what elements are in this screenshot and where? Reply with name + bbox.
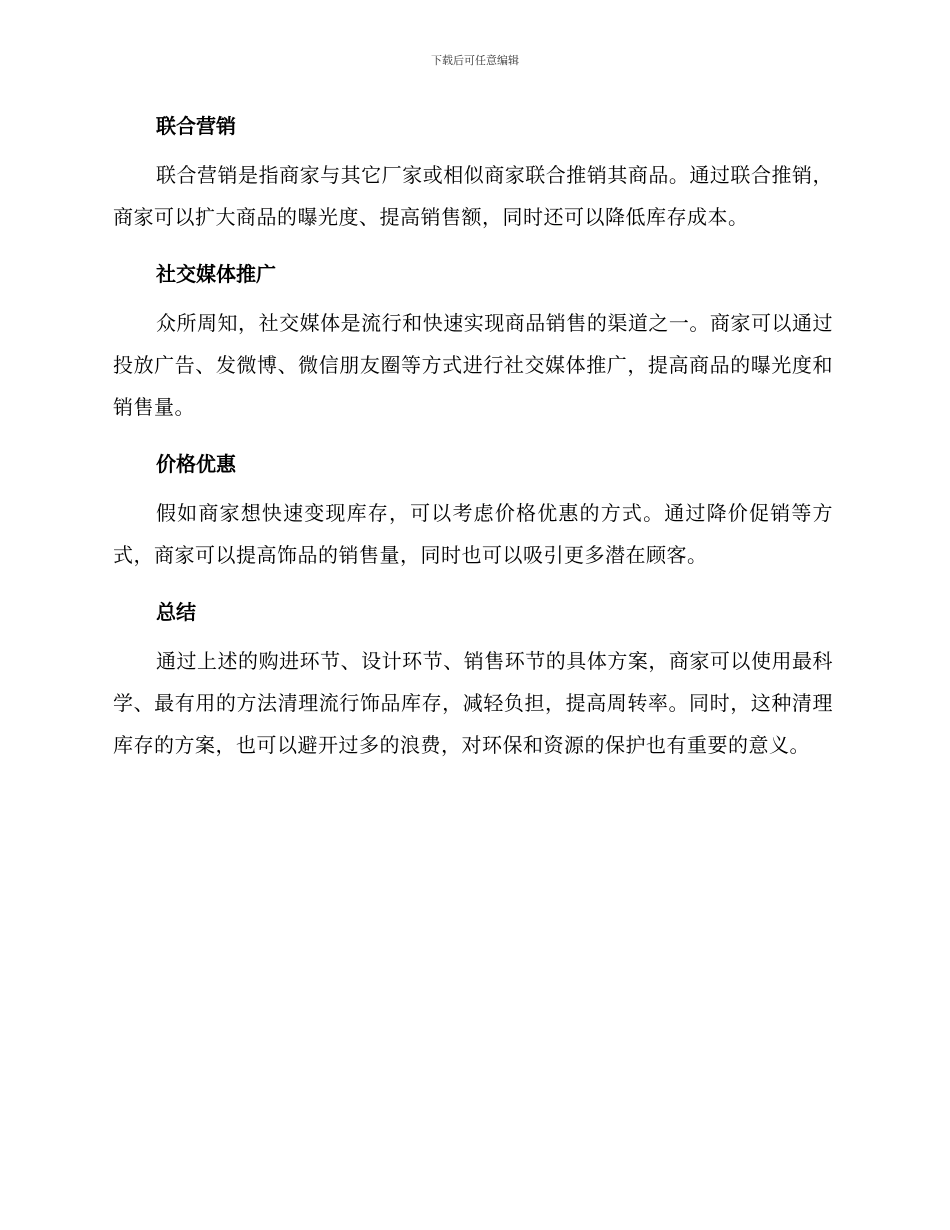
section-joint-marketing (113, 108, 833, 238)
document-body (113, 108, 833, 766)
section-paragraph: 通过上述的购进环节、设计环节、销售环节的具体方案，商家可以使用最科学、最有用的方法清理流行饰品库存，减轻负担，提高周转率。同时，这种清理库存的方案，也可以避开过多的浪费，对环保和资源的保护也有重要的意义。 (113, 649, 833, 757)
section-price-discount (113, 446, 833, 576)
section-paragraph: 众所周知，社交媒体是流行和快速实现商品销售的渠道之一。商家可以通过投放广告、发微博、微信朋友圈等方式进行社交媒体推广，提高商品的曝光度和销售量。 (113, 311, 833, 419)
section-heading: 价格优惠 (156, 452, 236, 476)
header-note: 下载后可任意编辑 (431, 54, 519, 67)
section-paragraph: 联合营销是指商家与其它厂家或相似商家联合推销其商品。通过联合推销，商家可以扩大商品的曝光度、提高销售额，同时还可以降低库存成本。 (113, 163, 833, 229)
section-heading: 总结 (156, 600, 196, 624)
section-summary (113, 594, 833, 766)
section-paragraph: 假如商家想快速变现库存，可以考虑价格优惠的方式。通过降价促销等方式，商家可以提高饰品的销售量，同时也可以吸引更多潜在顾客。 (113, 501, 833, 567)
section-heading: 社交媒体推广 (156, 262, 276, 286)
section-social-media (113, 256, 833, 428)
section-heading: 联合营销 (156, 114, 236, 138)
